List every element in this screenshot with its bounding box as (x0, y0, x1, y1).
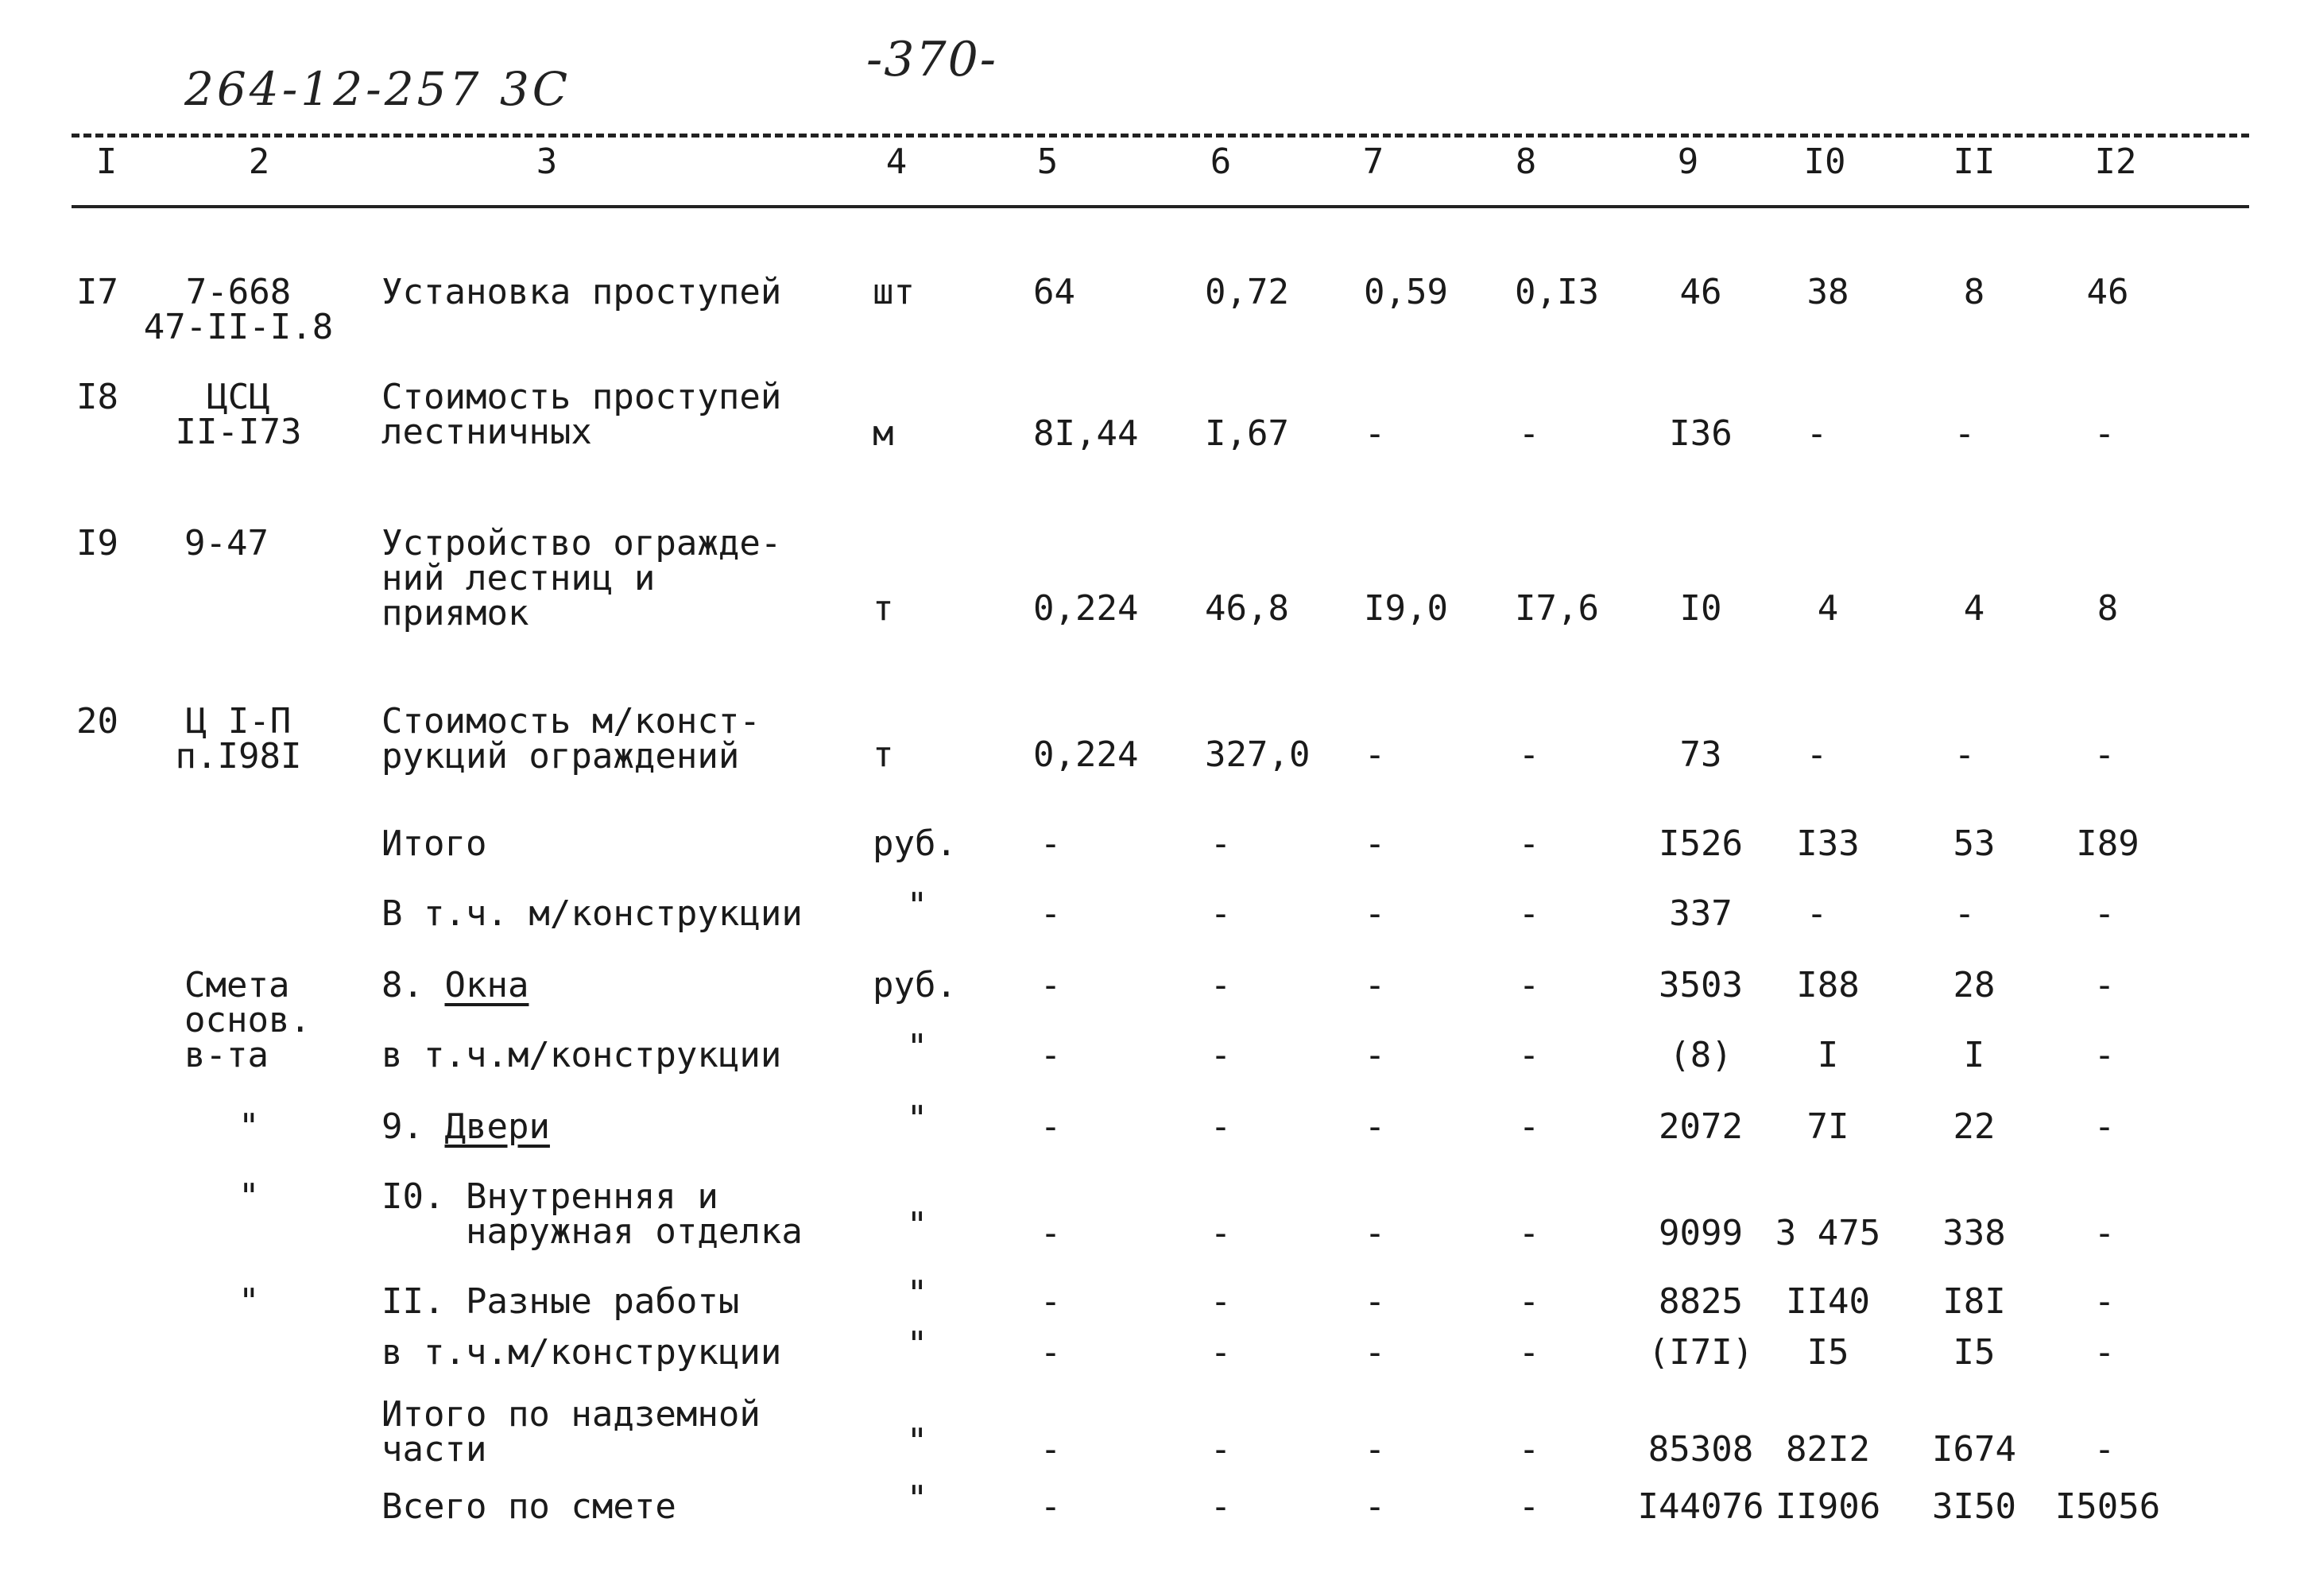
work-name: II. Разные работы (381, 1281, 740, 1322)
value-col-6: - (1210, 965, 1232, 1005)
value-col-11: 338 (1942, 1213, 2006, 1253)
value-col-9: 8825 (1659, 1281, 1743, 1322)
work-name: I0. Внутренняя и наружная отделка (381, 1176, 803, 1252)
value-col-7: 0,59 (1364, 272, 1448, 312)
column-header-3: 3 (536, 141, 558, 182)
value-col-6: - (1210, 1106, 1232, 1147)
column-header-11: II (1953, 141, 1996, 182)
unit: м (873, 413, 894, 454)
value-col-7: - (1364, 1213, 1386, 1253)
work-name: Итого (381, 823, 487, 864)
unit: " (906, 1273, 928, 1314)
unit: " (906, 1027, 928, 1067)
value-col-7: - (1364, 1281, 1386, 1322)
value-col-11: 53 (1953, 823, 1996, 864)
value-col-11: I674 (1932, 1429, 2016, 1470)
value-col-7: - (1364, 413, 1386, 454)
value-col-8: - (1518, 1213, 1540, 1253)
norm-code: " (238, 1281, 260, 1322)
value-col-5: 0,224 (1033, 588, 1139, 629)
value-col-6: - (1210, 893, 1232, 934)
value-col-9: 337 (1669, 893, 1733, 934)
value-col-5: - (1040, 1281, 1062, 1322)
value-col-5: 64 (1033, 272, 1075, 312)
top-rule (72, 134, 2249, 138)
column-header-8: 8 (1515, 141, 1537, 182)
value-col-8: - (1518, 1332, 1540, 1373)
value-col-9: 73 (1679, 734, 1722, 775)
value-col-8: I7,6 (1515, 588, 1599, 629)
unit: т (873, 734, 894, 775)
value-col-10: 3 475 (1775, 1213, 1881, 1253)
unit: " (906, 885, 928, 926)
value-col-10: I (1817, 1035, 1839, 1075)
value-col-12: I89 (2076, 823, 2139, 864)
value-col-9: 3503 (1659, 965, 1743, 1005)
value-col-11: - (1953, 893, 1976, 934)
value-col-11: 3I50 (1932, 1486, 2016, 1527)
value-col-8: - (1518, 1106, 1540, 1147)
value-col-9: (I7I) (1648, 1332, 1754, 1373)
section-number: 8. (381, 965, 445, 1005)
value-col-5: - (1040, 1332, 1062, 1373)
value-col-8: - (1518, 734, 1540, 775)
value-col-11: - (1953, 734, 1976, 775)
norm-code: " (238, 1176, 260, 1217)
value-col-8: - (1518, 1429, 1540, 1470)
value-col-12: 46 (2086, 272, 2129, 312)
value-col-12: - (2093, 1281, 2116, 1322)
work-name: Стоимость м/конст- рукций ограждений (381, 701, 761, 777)
value-col-12: 8 (2097, 588, 2119, 629)
value-col-12: - (2093, 893, 2116, 934)
value-col-9: I36 (1669, 413, 1733, 454)
column-header-9: 9 (1677, 141, 1699, 182)
work-name: В т.ч. м/конструкции (381, 893, 803, 934)
value-col-7: I9,0 (1364, 588, 1448, 629)
value-col-9: 85308 (1648, 1429, 1754, 1470)
value-col-10: II906 (1775, 1486, 1881, 1527)
value-col-9: I0 (1679, 588, 1722, 629)
value-col-7: - (1364, 965, 1386, 1005)
value-col-10: I88 (1796, 965, 1860, 1005)
norm-code: " (238, 1106, 260, 1147)
value-col-5: - (1040, 1486, 1062, 1527)
value-col-7: - (1364, 1106, 1386, 1147)
work-name: Стоимость проступей лестничных (381, 377, 782, 452)
value-col-10: - (1806, 893, 1828, 934)
value-col-10: 82I2 (1786, 1429, 1870, 1470)
value-col-5: - (1040, 1035, 1062, 1075)
value-col-11: 8 (1963, 272, 1985, 312)
value-col-5: - (1040, 823, 1062, 864)
value-col-7: - (1364, 823, 1386, 864)
value-col-8: - (1518, 965, 1540, 1005)
document-code: 264-12-257 3С (184, 62, 571, 116)
unit: " (906, 1324, 928, 1365)
value-col-6: - (1210, 1429, 1232, 1470)
norm-code: 7-668 47-II-I.8 (143, 272, 334, 347)
value-col-7: - (1364, 1486, 1386, 1527)
unit: " (906, 1098, 928, 1139)
value-col-12: - (2093, 1332, 2116, 1373)
column-header-10: I0 (1803, 141, 1846, 182)
value-col-12: - (2093, 965, 2116, 1005)
unit: " (906, 1205, 928, 1245)
section-title: Окна (444, 965, 529, 1005)
value-col-11: 22 (1953, 1106, 1996, 1147)
value-col-11: - (1953, 413, 1976, 454)
value-col-6: 46,8 (1205, 588, 1289, 629)
norm-code: 9-47 (184, 523, 269, 564)
value-col-8: - (1518, 413, 1540, 454)
value-col-11: I5 (1953, 1332, 1996, 1373)
value-col-6: 327,0 (1205, 734, 1311, 775)
value-col-6: 0,72 (1205, 272, 1289, 312)
value-col-10: - (1806, 413, 1828, 454)
value-col-12: - (2093, 413, 2116, 454)
value-col-11: 28 (1953, 965, 1996, 1005)
section-number: 9. (381, 1106, 445, 1147)
value-col-9: 46 (1679, 272, 1722, 312)
value-col-9: I44076 (1637, 1486, 1764, 1527)
section-title: Двери (444, 1106, 550, 1147)
work-name: в т.ч.м/конструкции (381, 1332, 782, 1373)
value-col-6: - (1210, 1332, 1232, 1373)
column-header-4: 4 (885, 141, 908, 182)
value-col-11: 4 (1963, 588, 1985, 629)
value-col-5: 8I,44 (1033, 413, 1139, 454)
value-col-7: - (1364, 893, 1386, 934)
value-col-9: (8) (1669, 1035, 1733, 1075)
norm-code: Ц I-П п.I98I (175, 701, 302, 777)
value-col-9: I526 (1659, 823, 1743, 864)
page-number: -370- (866, 32, 998, 87)
value-col-12: - (2093, 1213, 2116, 1253)
value-col-10: I33 (1796, 823, 1860, 864)
value-col-12: - (2093, 734, 2116, 775)
value-col-8: - (1518, 1486, 1540, 1527)
value-col-9: 2072 (1659, 1106, 1743, 1147)
value-col-8: - (1518, 1035, 1540, 1075)
value-col-5: - (1040, 893, 1062, 934)
value-col-6: I,67 (1205, 413, 1289, 454)
value-col-11: I8I (1942, 1281, 2006, 1322)
value-col-7: - (1364, 1035, 1386, 1075)
unit: руб. (873, 823, 957, 864)
value-col-8: - (1518, 1281, 1540, 1322)
value-col-6: - (1210, 823, 1232, 864)
column-header-2: 2 (248, 141, 270, 182)
work-name (381, 1106, 550, 1147)
value-col-6: - (1210, 1486, 1232, 1527)
value-col-10: I5 (1806, 1332, 1849, 1373)
work-name: Итого по надземной части (381, 1394, 761, 1470)
value-col-6: - (1210, 1035, 1232, 1075)
work-name (381, 965, 529, 1005)
value-col-12: I5056 (2054, 1486, 2161, 1527)
value-col-5: 0,224 (1033, 734, 1139, 775)
column-header-1: I (95, 141, 118, 182)
value-col-8: - (1518, 893, 1540, 934)
value-col-10: II40 (1786, 1281, 1870, 1322)
row-number: I8 (76, 377, 118, 417)
value-col-7: - (1364, 734, 1386, 775)
row-number: I7 (76, 272, 118, 312)
work-name: в т.ч.м/конструкции (381, 1035, 782, 1075)
value-col-8: - (1518, 823, 1540, 864)
unit: " (906, 1421, 928, 1462)
unit: руб. (873, 965, 957, 1005)
value-col-10: 38 (1806, 272, 1849, 312)
row-number: I9 (76, 523, 118, 564)
norm-code: ЦСЦ II-I73 (175, 377, 302, 452)
work-name: Устройство огражде- ний лестниц и приямок (381, 523, 782, 633)
value-col-7: - (1364, 1332, 1386, 1373)
column-header-12: I2 (2094, 141, 2137, 182)
unit: т (873, 588, 894, 629)
value-col-6: - (1210, 1281, 1232, 1322)
work-name: Установка проступей (381, 272, 782, 312)
value-col-5: - (1040, 1429, 1062, 1470)
value-col-9: 9099 (1659, 1213, 1743, 1253)
work-name: Всего по смете (381, 1486, 676, 1527)
value-col-10: - (1806, 734, 1828, 775)
column-header-7: 7 (1362, 141, 1384, 182)
unit: шт (873, 272, 915, 312)
value-col-6: - (1210, 1213, 1232, 1253)
value-col-5: - (1040, 1213, 1062, 1253)
value-col-11: I (1963, 1035, 1985, 1075)
value-col-12: - (2093, 1106, 2116, 1147)
value-col-10: 4 (1817, 588, 1839, 629)
column-header-5: 5 (1036, 141, 1059, 182)
norm-code: Смета основ. в-та (184, 965, 311, 1075)
value-col-8: 0,I3 (1515, 272, 1599, 312)
value-col-12: - (2093, 1429, 2116, 1470)
unit: " (906, 1478, 928, 1519)
row-number: 20 (76, 701, 118, 742)
value-col-10: 7I (1806, 1106, 1849, 1147)
header-rule (72, 205, 2249, 208)
value-col-7: - (1364, 1429, 1386, 1470)
value-col-5: - (1040, 1106, 1062, 1147)
value-col-12: - (2093, 1035, 2116, 1075)
column-header-6: 6 (1210, 141, 1232, 182)
value-col-5: - (1040, 965, 1062, 1005)
